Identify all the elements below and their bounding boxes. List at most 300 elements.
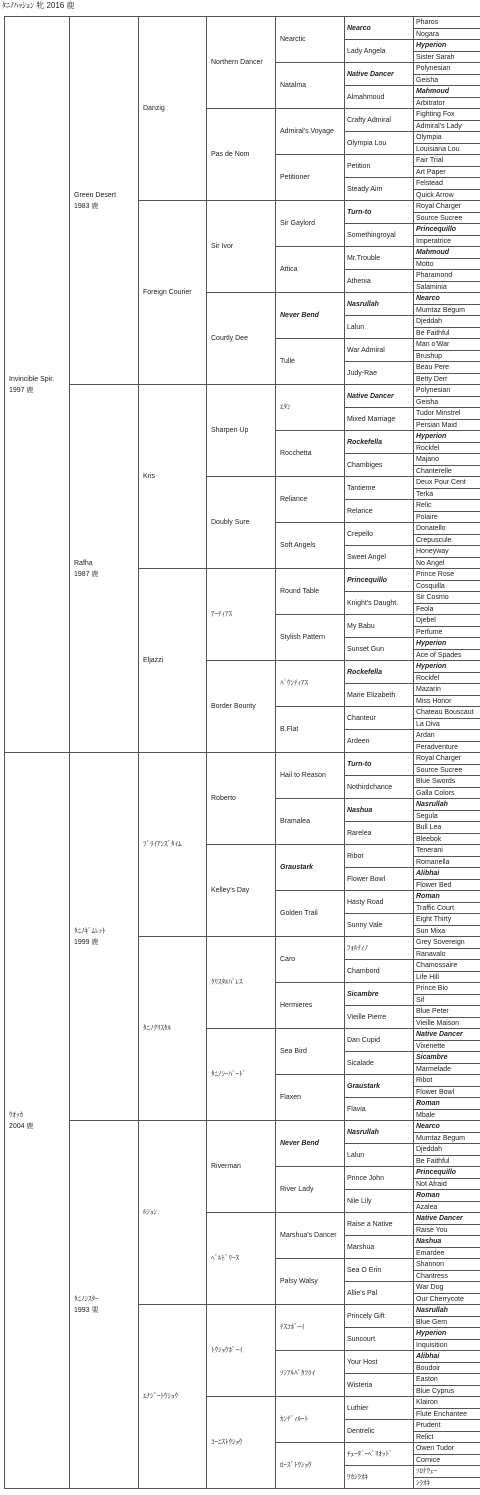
horse-name: Terka: [416, 490, 434, 498]
horse-name: Rockfel: [416, 674, 440, 682]
horse-name: Royal Charger: [416, 203, 462, 210]
horse-entry: [416, 1455, 440, 1466]
horse-entry: [347, 943, 368, 954]
horse-name: Chantress: [416, 1272, 448, 1280]
horse-entry: [416, 408, 460, 419]
generation-6-cell: [344, 131, 414, 155]
horse-name: Golden Trail: [280, 910, 318, 917]
horse-name: Admiral's Voyage: [280, 128, 334, 135]
generation-6-cell: [344, 821, 414, 845]
horse-name: Dan Cupid: [347, 1036, 381, 1044]
horse-entry: [280, 1230, 337, 1241]
horse-name: Border Bounty: [211, 703, 256, 710]
generation-6-cell: [344, 1258, 414, 1282]
horse-name: Quick Arrow: [416, 191, 454, 199]
horse-entry: [416, 316, 442, 327]
horse-entry: [347, 345, 385, 356]
generation-6-cell: [344, 62, 414, 86]
horse-name: Rocchetta: [280, 450, 312, 457]
horse-entry: [211, 149, 250, 160]
horse-entry: [416, 454, 439, 465]
horse-name: Persian Maid: [416, 421, 457, 429]
generation-6-cell: [344, 1373, 414, 1397]
generation-6-cell: [344, 1166, 414, 1190]
horse-entry: [211, 333, 248, 344]
horse-name: Olympia Lou: [347, 139, 387, 147]
horse-entry: [347, 644, 384, 655]
horse-entry: [347, 552, 386, 563]
horse-name: Native Dancer: [416, 1215, 463, 1222]
generation-6-cell: [344, 108, 414, 132]
horse-entry: [416, 259, 434, 270]
horse-name: Easton: [416, 1376, 438, 1383]
horse-entry: [347, 1449, 393, 1460]
horse-entry: [347, 1403, 368, 1414]
horse-name: Mixed Marriage: [347, 415, 396, 423]
generation-3-cell: [138, 1120, 207, 1305]
horse-entry: [347, 184, 382, 195]
generation-6-cell: [344, 499, 414, 523]
horse-name: Ace of Spades: [416, 651, 462, 659]
horse-name: Petitioner: [280, 174, 310, 181]
horse-entry: [416, 144, 460, 155]
horse-entry: [416, 63, 450, 74]
horse-name: Pas de Nom: [211, 151, 250, 158]
horse-name: Bull Lea: [416, 824, 442, 831]
generation-3-cell: [138, 200, 207, 385]
horse-name: Mazarin: [416, 686, 441, 693]
horse-name: Nogara: [416, 30, 439, 38]
horse-name: Ribot: [347, 852, 364, 860]
horse-name: Athenia: [347, 277, 371, 285]
horse-entry: [280, 816, 310, 827]
horse-entry: [416, 1098, 440, 1109]
horse-name: Knight's Daught.: [347, 599, 399, 607]
horse-name: Polynesian: [416, 65, 451, 72]
horse-name: B.Flat: [280, 726, 299, 733]
horse-name: Nearco: [416, 295, 440, 302]
horse-name: Azalea: [416, 1203, 438, 1211]
horse-entry: [347, 966, 380, 977]
horse-name: Eljazzi: [143, 657, 164, 664]
horse-name: Pharos: [416, 19, 439, 26]
generation-4-cell: [206, 200, 276, 293]
horse-entry: [416, 1248, 444, 1259]
generation-5-cell: [275, 660, 345, 707]
horse-name: Mr.Trouble: [347, 254, 381, 262]
horse-name: Sharpen Up: [211, 427, 249, 434]
horse-entry: [416, 305, 465, 316]
horse-name: Alibhai: [416, 1353, 440, 1360]
horse-entry: [347, 759, 371, 770]
horse-name: Salaminia: [416, 283, 447, 291]
horse-entry: [416, 431, 446, 442]
generation-6-cell: [344, 752, 414, 776]
horse-name: Caro: [280, 956, 296, 963]
horse-name: Flower Bowl: [347, 875, 386, 883]
horse-name: Art Paper: [416, 168, 446, 176]
horse-entry: [416, 868, 439, 879]
horse-name: Princequillo: [416, 1169, 457, 1176]
horse-name: ｿﾛﾅｳｪｰ: [416, 1468, 437, 1475]
horse-name: Man o'War: [416, 341, 450, 348]
horse-entry: [416, 98, 445, 109]
horse-name: Sicalade: [347, 1059, 374, 1067]
horse-name: Perfume: [416, 628, 443, 636]
horse-entry: [347, 1012, 386, 1023]
horse-name: ｴﾀﾝ: [280, 404, 291, 411]
generation-6-cell: [344, 867, 414, 891]
generation-2-cell: [69, 1120, 139, 1489]
horse-entry: [416, 374, 448, 385]
horse-entry: [416, 420, 457, 431]
horse-entry: [280, 218, 315, 229]
horse-name: Mumtaz Begum: [416, 1134, 466, 1142]
generation-6-cell: [344, 1442, 414, 1466]
horse-name: Princequillo: [416, 226, 457, 233]
horse-entry: [143, 655, 163, 666]
horse-entry: [416, 1282, 443, 1293]
horse-name: Source Sucree: [416, 214, 463, 222]
horse-entry: [416, 75, 438, 86]
generation-6-cell: [344, 1281, 414, 1305]
horse-entry: [280, 310, 319, 321]
horse-name: Palsy Walsy: [280, 1278, 318, 1285]
horse-name: Soft Angels: [280, 542, 316, 549]
generation-6-cell: [344, 269, 414, 293]
horse-entry: [143, 287, 192, 298]
horse-name: Roman: [416, 1100, 440, 1107]
horse-entry: [143, 471, 155, 482]
horse-name: La Diva: [416, 720, 440, 728]
horse-name: Turn-to: [347, 760, 372, 768]
generation-4-cell: [206, 844, 276, 937]
generation-4-cell: [206, 1212, 276, 1305]
horse-name: Princequillo: [347, 576, 388, 584]
horse-name: ﾊﾟｳﾝﾃｨｱｽ: [280, 680, 308, 687]
horse-name: Pharamond: [416, 272, 453, 279]
horse-entry: [280, 1138, 319, 1149]
horse-entry: [347, 23, 371, 34]
horse-entry: [347, 1426, 375, 1437]
horse-entry: [416, 1305, 448, 1316]
generation-5-cell: [275, 476, 345, 523]
generation-6-cell: [344, 476, 414, 500]
horse-name: Attica: [280, 266, 298, 273]
horse-year-color: 1993 栗: [74, 1306, 99, 1314]
horse-entry: [347, 230, 396, 241]
horse-entry: [416, 1029, 463, 1040]
horse-entry: [416, 903, 454, 914]
horse-name: Beau Pere: [416, 364, 450, 371]
horse-name: ﾁｭｰﾀﾞｰﾍﾟﾘｵｯﾄﾞ: [347, 1450, 393, 1458]
horse-entry: [347, 828, 372, 839]
horse-entry: [280, 1322, 305, 1333]
horse-entry: [347, 989, 379, 1000]
horse-entry: [280, 1414, 308, 1425]
generation-6-cell: [344, 16, 414, 40]
horse-entry: [416, 477, 466, 488]
horse-name: Luthier: [347, 1404, 369, 1412]
horse-entry: [280, 632, 325, 643]
horse-entry: [347, 506, 373, 517]
horse-entry: [416, 1041, 445, 1052]
generation-5-cell: [275, 1442, 345, 1489]
horse-entry: [416, 995, 424, 1006]
horse-name: Sir Gaylord: [280, 220, 316, 227]
horse-name: Wisteria: [347, 1381, 373, 1389]
horse-name: ﾀﾆﾉｼｽﾀｰ: [74, 1295, 99, 1303]
horse-entry: [416, 673, 439, 684]
generation-6-cell: [344, 1074, 414, 1098]
horse-entry: [211, 425, 248, 436]
horse-entry: [416, 880, 451, 891]
horse-entry: [347, 690, 395, 701]
horse-name: Sea Bird: [280, 1048, 307, 1055]
generation-6-cell: [344, 775, 414, 799]
horse-entry: [347, 46, 386, 57]
horse-entry: [280, 1276, 318, 1287]
horse-name: Alibhai: [416, 870, 440, 877]
horse-name: ﾀﾆﾉｼｰﾊﾞｰﾄﾞ: [211, 1071, 246, 1078]
horse-name: Sun Mixa: [416, 927, 446, 935]
horse-name: Blue Swords: [416, 778, 456, 785]
generation-5-cell: [275, 338, 345, 385]
horse-entry: [416, 857, 449, 868]
horse-name: Admiral's Lady: [416, 122, 462, 130]
horse-entry: [416, 926, 445, 937]
horse-entry: [347, 69, 394, 80]
horse-name: Marshua's Dancer: [280, 1232, 337, 1239]
horse-entry: [280, 494, 307, 505]
horse-name: Olympia: [416, 134, 442, 141]
horse-entry: [416, 1397, 438, 1408]
horse-name: Rockefella: [347, 668, 383, 676]
horse-entry: [416, 1167, 456, 1178]
generation-6-cell: [344, 453, 414, 477]
generation-3-cell: [138, 752, 207, 937]
horse-name: Nashua: [416, 1238, 442, 1245]
horse-entry: [280, 448, 312, 459]
horse-name: Crepello: [347, 530, 374, 538]
horse-entry: [416, 1133, 465, 1144]
horse-name: Prince Bio: [416, 985, 448, 992]
horse-name: Nearctic: [280, 36, 306, 43]
horse-name: Blue Cyprus: [416, 1387, 455, 1395]
horse-name: Kelley's Day: [211, 887, 250, 894]
generation-5-cell: [275, 752, 345, 799]
horse-name: Relance: [347, 507, 373, 515]
horse-entry: [416, 535, 451, 546]
horse-entry: [416, 558, 444, 569]
horse-name: Green Desert: [74, 191, 117, 199]
horse-name: Kris: [143, 473, 156, 480]
horse-name: Our Cherrycote: [416, 1295, 464, 1303]
horse-entry: [347, 253, 380, 264]
horse-entry: [347, 1380, 372, 1391]
generation-5-cell: [275, 62, 345, 109]
generation-5-cell: [275, 936, 345, 983]
horse-name: Hyperion: [416, 433, 447, 440]
generation-5-cell: [275, 1028, 345, 1075]
horse-entry: [416, 351, 442, 362]
horse-name: Blue Gem: [416, 1318, 448, 1326]
horse-name: Geisha: [416, 398, 439, 406]
generation-6-cell: [344, 177, 414, 201]
horse-entry: [416, 1006, 449, 1017]
generation-1-cell: [4, 752, 70, 1489]
horse-entry: [347, 1173, 384, 1184]
generation-5-cell: [275, 1120, 345, 1167]
horse-entry: [416, 293, 440, 304]
horse-entry: [416, 707, 474, 718]
generation-6-cell: [344, 660, 414, 684]
horse-entry: [74, 1294, 99, 1316]
generation-5-cell: [275, 568, 345, 615]
horse-entry: [416, 1018, 459, 1029]
horse-name: Nearco: [416, 1123, 440, 1130]
horse-name: War Dog: [416, 1284, 444, 1291]
horse-entry: [416, 40, 446, 51]
horse-year-color: 1999 鹿: [74, 938, 99, 946]
horse-name: Segula: [416, 812, 438, 820]
horse-name: Djeddah: [416, 318, 443, 325]
horse-entry: [347, 575, 387, 586]
horse-entry: [416, 1075, 432, 1086]
horse-name: Raise You: [416, 1226, 448, 1234]
horse-name: Turn-to: [347, 208, 372, 216]
horse-name: Marie Elizabeth: [347, 691, 396, 699]
horse-entry: [416, 1259, 444, 1270]
horse-name: Native Dancer: [347, 392, 394, 400]
horse-name: Roberto: [211, 795, 236, 802]
horse-name: Prince John: [347, 1174, 384, 1182]
horse-name: Natalma: [280, 82, 307, 89]
horse-name: Flower Bed: [416, 881, 452, 889]
generation-6-cell: [344, 1005, 414, 1029]
generation-6-cell: [344, 1189, 414, 1213]
horse-name: Traffic Court: [416, 904, 455, 912]
generation-5-cell: [275, 614, 345, 661]
horse-entry: [416, 834, 441, 845]
horse-name: Deux Pour Cent: [416, 479, 466, 486]
horse-name: Never Bend: [280, 312, 319, 319]
horse-name: Reliance: [280, 496, 308, 503]
horse-entry: [416, 1144, 442, 1155]
horse-entry: [347, 598, 398, 609]
generation-5-cell: [275, 522, 345, 569]
horse-entry: [416, 362, 449, 373]
horse-name: Hyperion: [416, 1330, 447, 1337]
horse-name: Klairon: [416, 1399, 438, 1406]
horse-name: Lalun: [347, 1151, 365, 1159]
horse-name: Nothirdchance: [347, 783, 393, 791]
horse-entry: [9, 1110, 34, 1132]
horse-entry: [416, 581, 445, 592]
generation-5-cell: [275, 1304, 345, 1351]
horse-entry: [211, 517, 250, 528]
horse-entry: [416, 1156, 449, 1167]
horse-name: Chanterelle: [416, 467, 452, 475]
horse-entry: [347, 1472, 368, 1483]
horse-entry: [416, 523, 446, 534]
horse-entry: [9, 374, 54, 396]
horse-entry: [416, 17, 438, 28]
horse-name: Roman: [416, 893, 440, 900]
horse-name: Sunny Vale: [347, 921, 383, 929]
horse-name: Graustark: [280, 864, 314, 871]
horse-name: Be Faithful: [416, 329, 450, 337]
horse-entry: [280, 540, 315, 551]
horse-name: Nashua: [347, 806, 373, 814]
horse-name: Rafha: [74, 559, 93, 567]
horse-entry: [280, 586, 319, 597]
horse-name: Sif: [416, 996, 425, 1004]
generation-5-cell: [275, 292, 345, 339]
horse-name: Emardee: [416, 1249, 445, 1257]
horse-entry: [347, 1196, 372, 1207]
horse-entry: [416, 788, 455, 799]
horse-name: Flower Bowl: [416, 1088, 455, 1096]
horse-entry: [211, 57, 263, 68]
horse-entry: [280, 1046, 307, 1057]
horse-entry: [347, 1288, 377, 1299]
horse-name: ﾀﾆﾉｷﾞﾑﾚｯﾄ: [74, 927, 106, 935]
generation-6-cell: [344, 315, 414, 339]
horse-name: Sir Cosmo: [416, 594, 449, 601]
horse-entry: [416, 1179, 447, 1190]
generation-5-cell: [275, 384, 345, 431]
horse-name: Tudor Minstrel: [416, 410, 461, 417]
horse-name: Polynesian: [416, 387, 451, 394]
horse-name: Vieille Maison: [416, 1019, 460, 1027]
horse-name: Flute Enchantee: [416, 1410, 467, 1418]
horse-entry: [416, 29, 439, 40]
horse-name: Invincible Spir.: [9, 375, 55, 383]
generation-2-cell: [69, 16, 139, 385]
horse-name: Louisiana Lou: [416, 145, 460, 153]
horse-year-color: 1997 鹿: [9, 386, 34, 394]
horse-entry: [347, 161, 370, 172]
generation-6-cell: [344, 430, 414, 454]
horse-name: Relic: [416, 502, 432, 509]
horse-entry: [416, 627, 442, 638]
horse-name: Lalun: [347, 323, 365, 331]
generation-6-cell: [344, 361, 414, 385]
horse-name: Motto: [416, 260, 434, 268]
generation-6-cell: [344, 568, 414, 592]
horse-name: Hyperion: [416, 663, 447, 670]
horse-name: Chambiges: [347, 461, 383, 469]
horse-name: Geisha: [416, 76, 439, 84]
horse-entry: [416, 109, 455, 120]
horse-name: Suncourt: [347, 1335, 376, 1343]
horse-entry: [143, 103, 165, 114]
horse-entry: [347, 1150, 364, 1161]
horse-name: ｴﾅｼﾞｰﾄｳｼｮｳ: [143, 1393, 178, 1400]
horse-name: Hail to Reason: [280, 772, 326, 779]
horse-name: Marmelade: [416, 1065, 452, 1073]
horse-entry: [347, 1219, 393, 1230]
horse-entry: [347, 1242, 374, 1253]
horse-entry: [280, 1184, 313, 1195]
horse-name: Bramalea: [280, 818, 310, 825]
horse-entry: [347, 621, 375, 632]
horse-entry: [280, 34, 306, 45]
generation-6-cell: [344, 1350, 414, 1374]
horse-entry: [347, 874, 385, 885]
horse-name: Polaire: [416, 513, 438, 521]
